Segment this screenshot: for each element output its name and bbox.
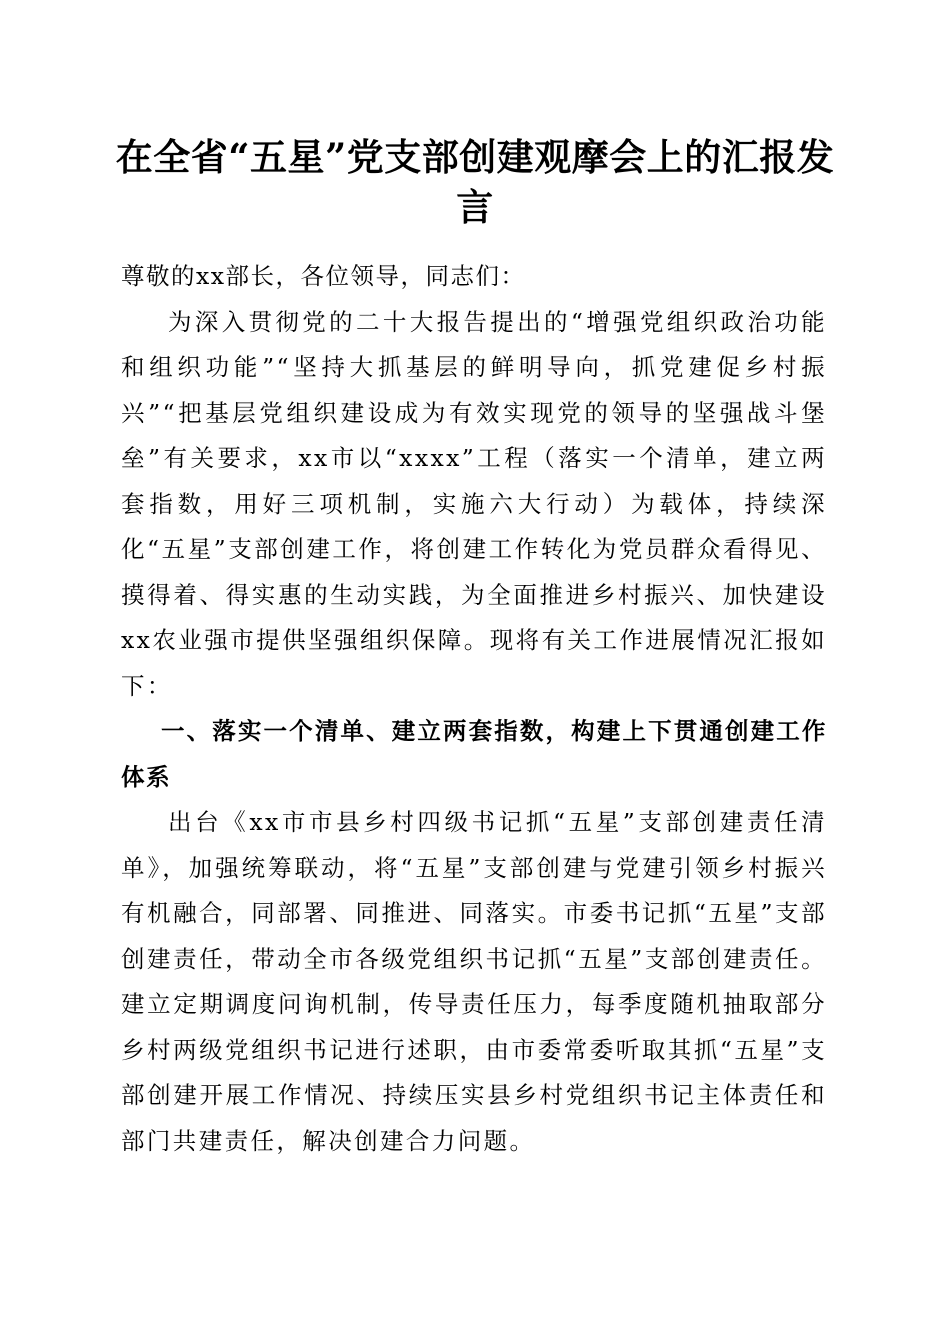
- section-heading-1: 一、落实一个清单、建立两套指数，构建上下贯通创建工作体系: [121, 717, 827, 791]
- section-1-paragraph: 出台《xx市市县乡村四级书记抓“五星”支部创建责任清单》，加强统筹联动，将“五星”支部创建与党建引领乡村振兴有机融合，同部署、同推进、同落实。市委书记抓“五星”支部创建责任，带动全市各级党组织书记抓“五星”支部创建责任。建立定期调度问询机制，传导责任压力，每季度随机抽取部分乡村两级党组织书记进行述职，由市委常委听取其抓“五星”支部创建开展工作情况、持续压实县乡村党组织书记主体责任和部门共建责任，解决创建合力问题。: [121, 808, 827, 1155]
- salutation: 尊敬的xx部长，各位领导，同志们：: [121, 262, 526, 290]
- intro-paragraph: 为深入贯彻党的二十大报告提出的“增强党组织政治功能和组织功能”“坚持大抓基层的鲜明导向，抓党建促乡村振兴”“把基层党组织建设成为有效实现党的领导的坚强战斗堡垒”有关要求，xx市以“xxxx”工程（落实一个清单，建立两套指数，用好三项机制，实施六大行动）为载体，持续深化“五星”支部创建工作，将创建工作转化为党员群众看得见、摸得着、得实惠的生动实践，为全面推进乡村振兴、加快建设xx农业强市提供坚强组织保障。现将有关工作进展情况汇报如下：: [121, 307, 827, 700]
- document-title: 在全省“五星”党支部创建观摩会上的汇报发言: [115, 135, 835, 229]
- document-body: [121, 254, 827, 1164]
